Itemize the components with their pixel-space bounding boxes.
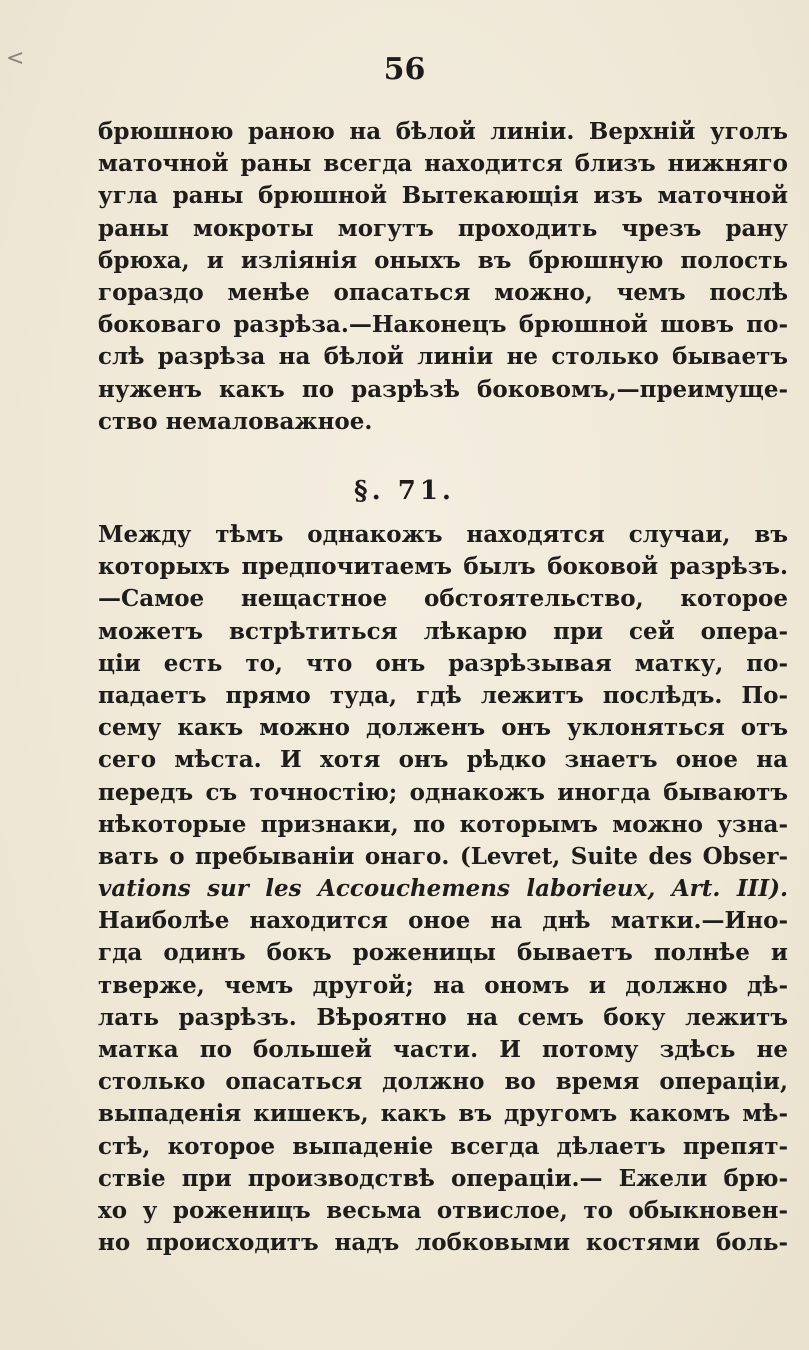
text-line: гда одинъ бокъ роженицы бываетъ полнѣе и xyxy=(98,939,788,967)
text-line: боковаго разрѣза.—Наконецъ брюшной шовъ по- xyxy=(98,311,788,339)
text-line: выпаденія кишекъ, какъ въ другомъ какомъ мѣ- xyxy=(98,1100,788,1128)
text-line: сего мѣста. И хотя онъ рѣдко знаетъ оное на xyxy=(98,746,788,774)
text-line: ство немаловажное. xyxy=(98,407,373,435)
text-line: брюха, и изліянія оныхъ въ брюшную полость xyxy=(98,246,788,274)
text-line: столько опасаться должно во время операціи, xyxy=(98,1068,788,1096)
text-line: сему какъ можно долженъ онъ уклоняться отъ xyxy=(98,714,788,742)
paragraph-continuation xyxy=(98,116,788,438)
page-number: 56 xyxy=(383,52,426,87)
text-line: раны мокроты могутъ проходить чрезъ рану xyxy=(98,214,788,242)
text-line: тверже, чемъ другой; на ономъ и должно дѣ- xyxy=(98,971,788,999)
text-line: передъ съ точностію; однакожъ иногда бываютъ xyxy=(98,778,788,806)
text-line: маточной раны всегда находится близъ нижняго xyxy=(98,150,788,178)
text-line: стѣ, которое выпаденіе всегда дѣлаетъ препят- xyxy=(98,1132,788,1160)
section-heading: §. 71. xyxy=(354,476,455,506)
text-line: гораздо менѣе опасаться можно, чемъ послѣ xyxy=(98,278,788,306)
text-line: можетъ встрѣтиться лѣкарю при сей опера- xyxy=(98,617,788,645)
paragraph-section-71 xyxy=(98,519,788,1259)
text-line: нѣкоторые признаки, по которымъ можно узна- xyxy=(98,810,788,838)
text-line: ціи есть то, что онъ разрѣзывая матку, по- xyxy=(98,649,788,677)
text-line: брюшною раною на бѣлой линіи. Верхній уголъ xyxy=(98,118,788,145)
text-line: нуженъ какъ по разрѣзѣ боковомъ,—преимуще- xyxy=(98,375,788,403)
text-line: Наиболѣе находится оное на днѣ матки.—Ино- xyxy=(98,907,788,935)
text-line: вать о пребываніи онаго. (Levret, Suite des Obser- xyxy=(98,842,788,870)
text-line: но происходитъ надъ лобковыми костями боль- xyxy=(98,1229,788,1257)
text-line: ствіе при производствѣ операціи.— Ежели брю- xyxy=(98,1164,788,1192)
text-line: которыхъ предпочитаемъ былъ боковой разрѣзъ. xyxy=(98,553,788,581)
corner-pencil-mark: < xyxy=(6,46,25,71)
text-line: падаетъ прямо туда, гдѣ лежитъ послѣдъ. По- xyxy=(98,681,788,709)
text-line-citation: vations sur les Accouchemens laborieux, Art. III). xyxy=(98,875,788,903)
text-line: —Самое нещастное обстоятельство, которое xyxy=(98,585,788,613)
text-line: угла раны брюшной Вытекающія изъ маточной xyxy=(98,182,788,210)
text-line: слѣ разрѣза на бѣлой линіи не столько бываетъ xyxy=(98,343,788,371)
text-line: Между тѣмъ однакожъ находятся случаи, въ xyxy=(98,521,788,548)
text-line: хо у роженицъ весьма отвислое, то обыкновен- xyxy=(98,1196,788,1224)
text-line: лать разрѣзъ. Вѣроятно на семъ боку лежитъ xyxy=(98,1003,788,1031)
text-line: матка по большей части. И потому здѣсь не xyxy=(98,1036,788,1063)
